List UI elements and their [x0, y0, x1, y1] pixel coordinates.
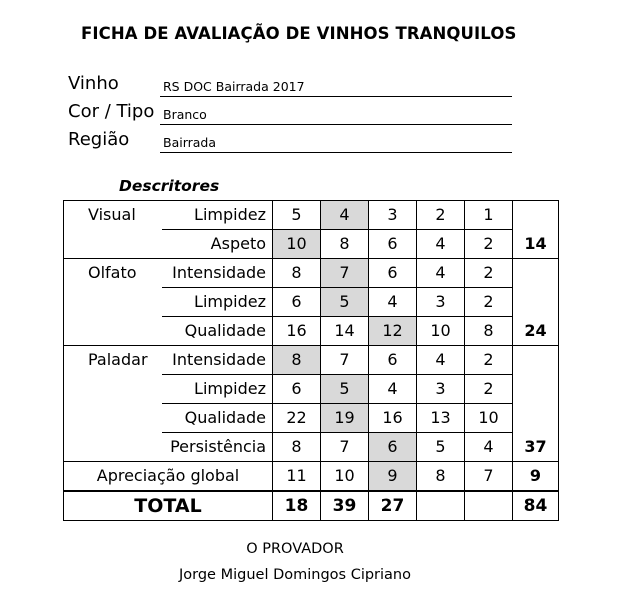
score-cell: 1	[465, 201, 513, 230]
score-cell: 3	[369, 201, 417, 230]
score-cell: 2	[465, 230, 513, 259]
field-label-type: Cor / Tipo	[68, 101, 155, 122]
descriptor-label: Limpidez	[162, 201, 273, 230]
score-cell: 6	[369, 230, 417, 259]
score-cell: 4	[369, 288, 417, 317]
score-cell: 8	[273, 433, 321, 462]
group-total: 24	[513, 259, 559, 346]
score-cell-selected: 19	[321, 404, 369, 433]
score-cell: 14	[321, 317, 369, 346]
field-label-region: Região	[68, 129, 130, 150]
score-cell: 10	[417, 317, 465, 346]
field-underline-type	[160, 124, 512, 125]
descriptors-heading: Descritores	[119, 177, 220, 195]
field-value-wine: RS DOC Bairrada 2017	[163, 79, 305, 94]
score-cell: 3	[417, 288, 465, 317]
score-cell-selected: 5	[321, 288, 369, 317]
score-cell: 4	[465, 433, 513, 462]
score-cell: 4	[369, 375, 417, 404]
table-row	[64, 346, 559, 375]
score-cell-selected: 5	[321, 375, 369, 404]
column-total: 27	[369, 491, 417, 521]
score-cell-selected: 9	[369, 462, 417, 492]
global-label: Apreciação global	[64, 462, 273, 492]
field-underline-wine	[160, 96, 512, 97]
descriptor-label: Limpidez	[162, 375, 273, 404]
score-cell-selected: 4	[321, 201, 369, 230]
score-cell: 2	[465, 259, 513, 288]
score-cell: 4	[417, 259, 465, 288]
group-total: 37	[513, 346, 559, 462]
descriptor-label: Intensidade	[162, 259, 273, 288]
column-total: 39	[321, 491, 369, 521]
score-cell: 8	[417, 462, 465, 492]
score-cell: 4	[417, 346, 465, 375]
score-cell: 3	[417, 375, 465, 404]
taster-heading: O PROVADOR	[246, 541, 344, 557]
column-total	[465, 491, 513, 521]
field-underline-region	[160, 152, 512, 153]
score-cell: 5	[273, 201, 321, 230]
table-row	[64, 259, 559, 288]
descriptor-label: Intensidade	[162, 346, 273, 375]
score-cell: 5	[417, 433, 465, 462]
descriptor-label: Limpidez	[162, 288, 273, 317]
table-row	[64, 462, 559, 492]
score-cell: 4	[417, 230, 465, 259]
descriptor-label: Qualidade	[162, 317, 273, 346]
field-value-region: Bairrada	[163, 135, 217, 150]
score-cell-selected: 8	[273, 346, 321, 375]
score-cell-selected: 7	[321, 259, 369, 288]
score-cell-selected: 10	[273, 230, 321, 259]
score-cell: 16	[273, 317, 321, 346]
score-cell: 2	[417, 201, 465, 230]
score-cell: 7	[321, 346, 369, 375]
score-cell: 8	[465, 317, 513, 346]
score-cell: 6	[273, 288, 321, 317]
score-cell: 10	[465, 404, 513, 433]
table-row	[64, 201, 559, 230]
score-cell: 2	[465, 375, 513, 404]
score-cell: 2	[465, 288, 513, 317]
evaluation-table	[63, 200, 559, 521]
taster-name: Jorge Miguel Domingos Cipriano	[179, 567, 411, 583]
descriptor-label: Qualidade	[162, 404, 273, 433]
descriptor-label: Aspeto	[162, 230, 273, 259]
field-label-wine: Vinho	[68, 73, 119, 94]
grand-total: 84	[513, 491, 559, 521]
score-cell: 16	[369, 404, 417, 433]
score-cell: 8	[273, 259, 321, 288]
score-cell: 11	[273, 462, 321, 492]
global-total: 9	[513, 462, 559, 492]
category-label: Olfato	[64, 259, 162, 346]
score-cell: 7	[465, 462, 513, 492]
score-cell: 6	[369, 259, 417, 288]
score-cell: 8	[321, 230, 369, 259]
column-total	[417, 491, 465, 521]
category-label: Paladar	[64, 346, 162, 462]
descriptor-label: Persistência	[162, 433, 273, 462]
category-label: Visual	[64, 201, 162, 259]
score-cell: 10	[321, 462, 369, 492]
score-cell: 22	[273, 404, 321, 433]
field-value-type: Branco	[163, 107, 207, 122]
score-cell: 7	[321, 433, 369, 462]
score-cell: 6	[369, 346, 417, 375]
total-label: TOTAL	[64, 491, 273, 521]
score-cell: 2	[465, 346, 513, 375]
column-total: 18	[273, 491, 321, 521]
score-cell: 6	[273, 375, 321, 404]
form-title: FICHA DE AVALIAÇÃO DE VINHOS TRANQUILOS	[81, 24, 517, 43]
total-row	[64, 491, 559, 521]
score-cell-selected: 6	[369, 433, 417, 462]
group-total: 14	[513, 201, 559, 259]
score-cell: 13	[417, 404, 465, 433]
score-cell-selected: 12	[369, 317, 417, 346]
